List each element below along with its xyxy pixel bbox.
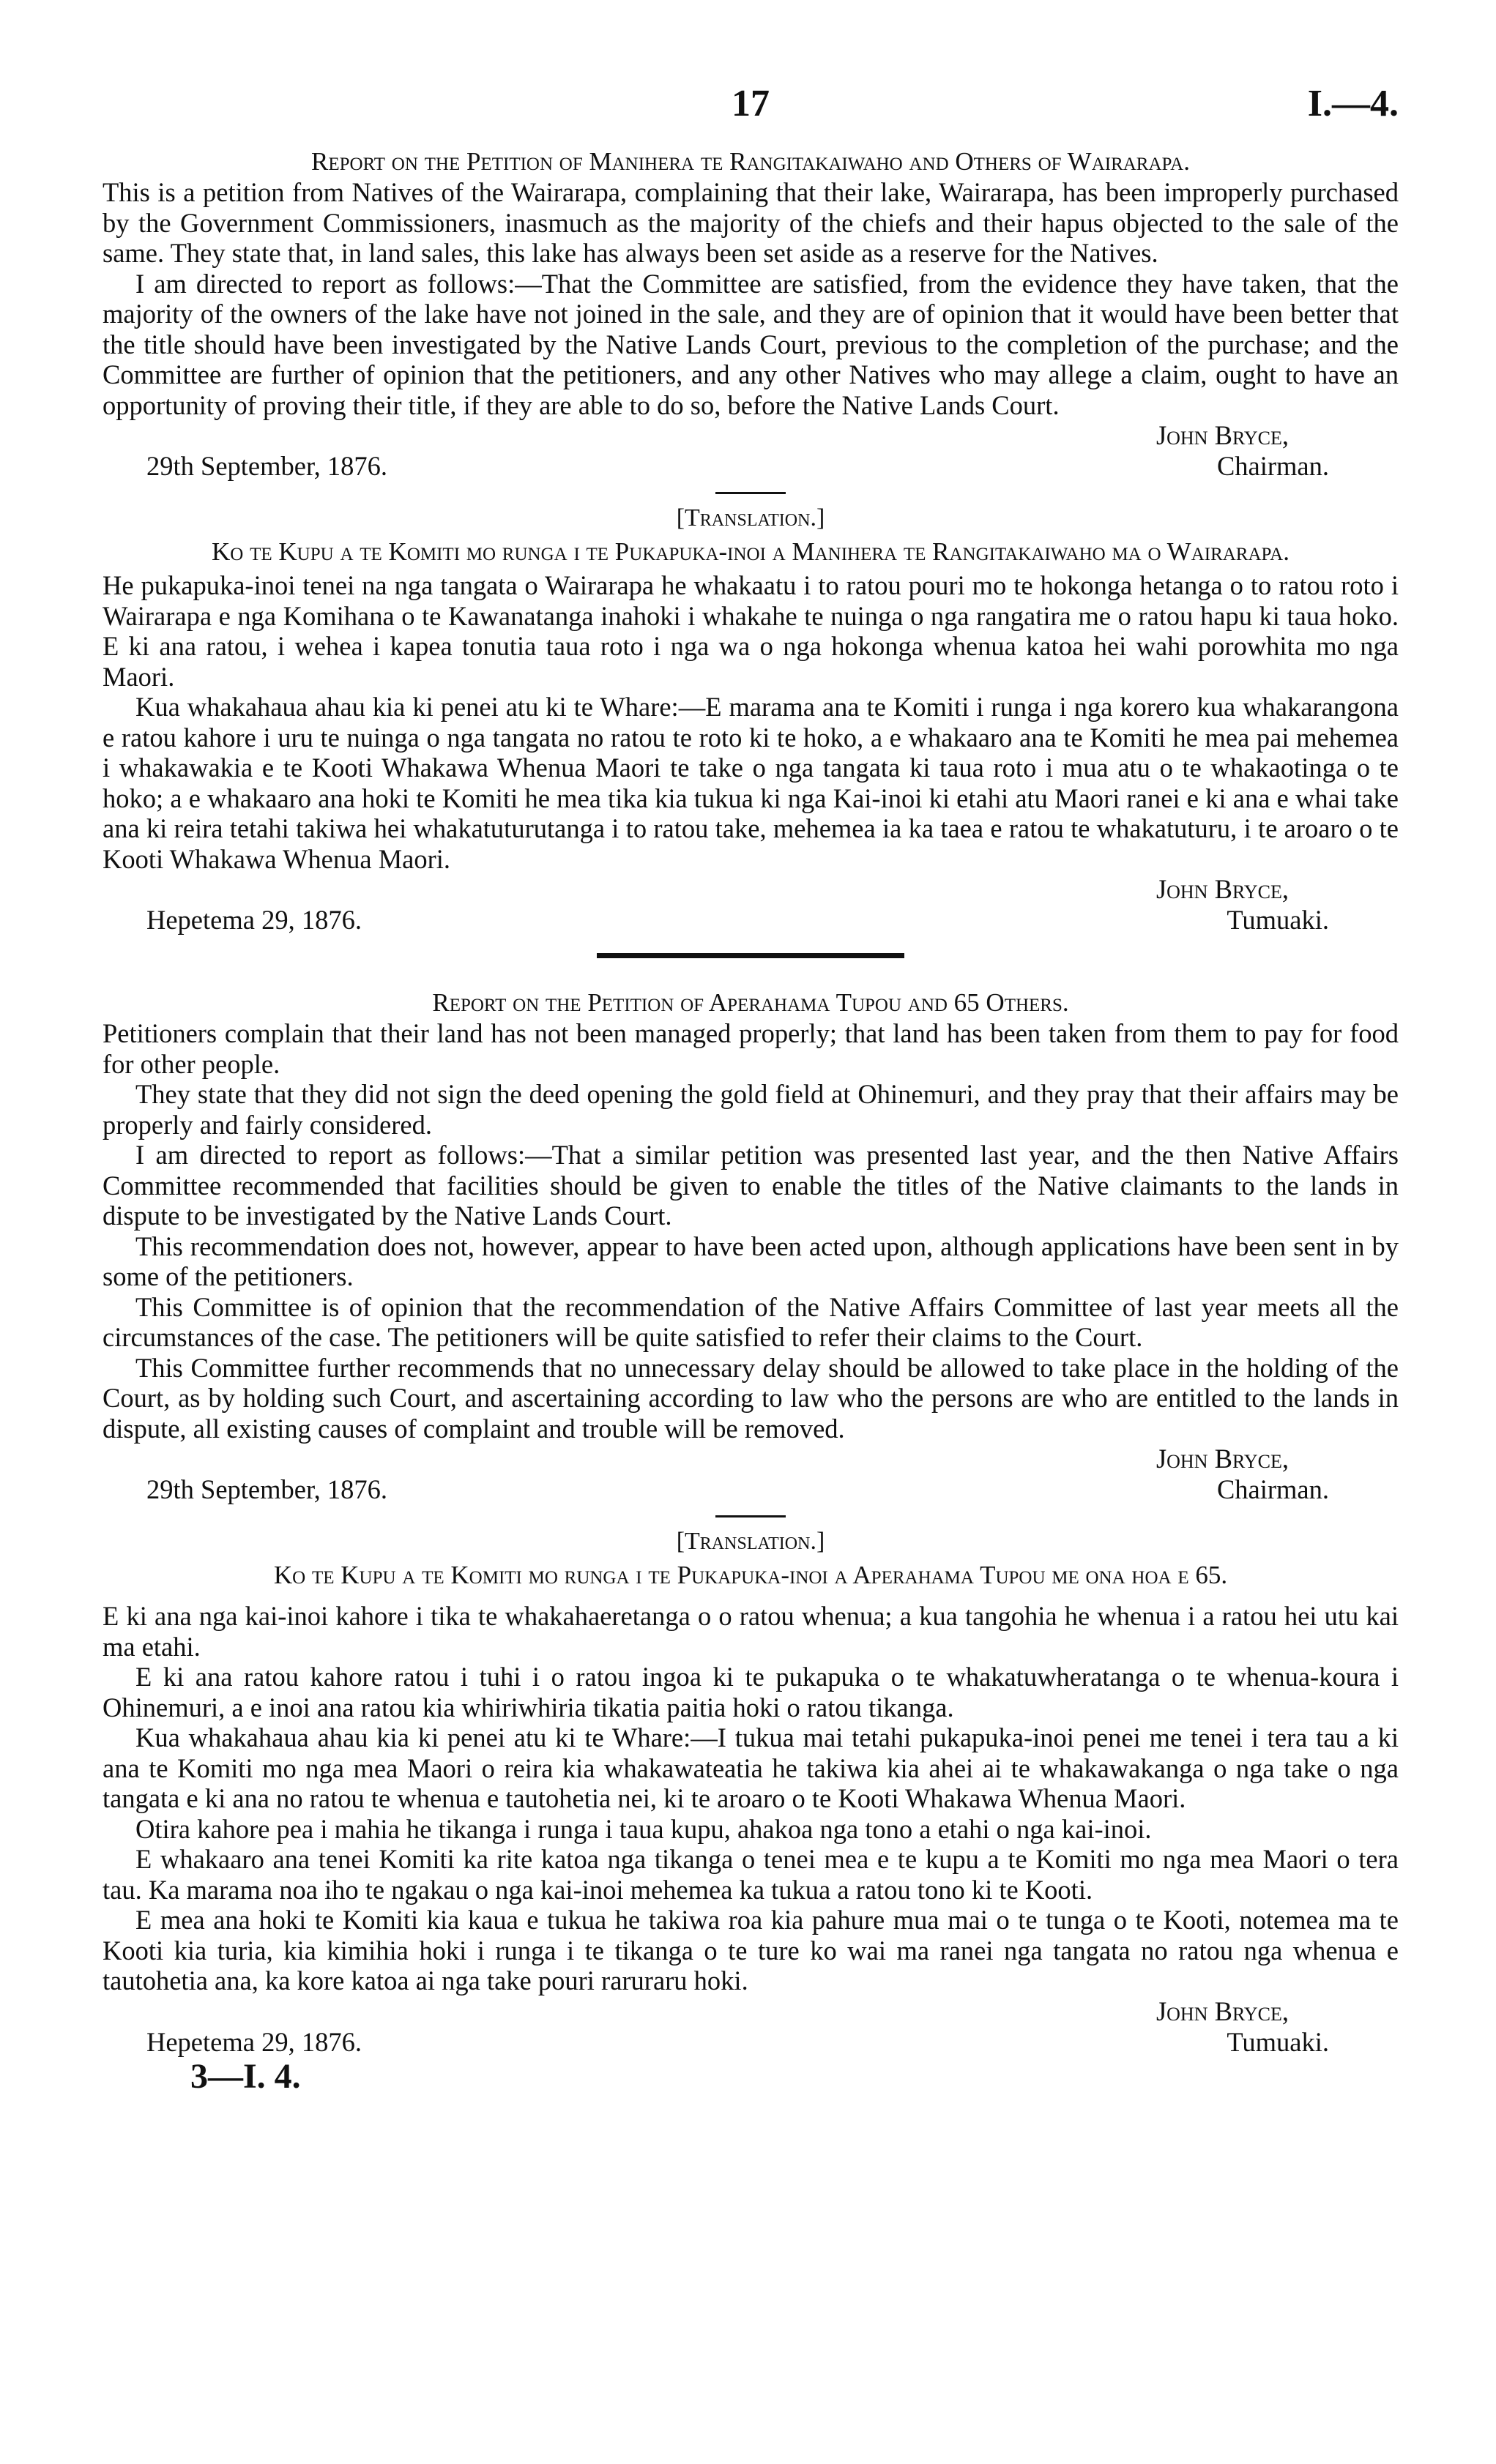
paragraph: E mea ana hoki te Komiti kia kaua e tukua he takiwa roa kia pahure mua mai o te tunga o te Kooti, notemea ma te Kooti kia turia, kia kimihia hoki i runga i te tikanga o te ture ko wai ma ranei nga tangata no ratou nga whenua e tautohetia ana, ka kore katoa ai nga take pouri raruraru hoki. — [103, 1905, 1399, 1996]
page-header — [103, 0, 1399, 146]
page-number: 17 — [732, 83, 770, 124]
report-date: 29th September, 1876. — [146, 451, 388, 481]
paragraph: This Committee further recommends that no unnecessary delay should be allowed to take place in the holding of the Court, as by holding such Court, and ascertaining according to law who the persons are who are entitled to the lands in dispute, all existing causes of complaint and trouble will be removed. — [103, 1352, 1399, 1444]
divider — [715, 492, 786, 494]
divider — [715, 1515, 786, 1517]
document-page — [103, 0, 1399, 2097]
translation-section-2 — [103, 1526, 1399, 2058]
translation-label: [Translation.] — [676, 504, 825, 531]
paragraph: E ki ana nga kai-inoi kahore i tika te whakahaeretanga o o ratou whenua; a kua tangohia he whenua i a ratou hei utu kai ma etahi. — [103, 1601, 1399, 1662]
paragraph: He pukapuka-inoi tenei na nga tangata o Wairarapa he whakaatu i to ratou pouri mo te hokonga hetanga o to ratou roto i Wairarapa e nga Komihana o te Kawanatanga inahoki i whakahe te nuinga o nga rangatira me o ratou hapu ki taua hoko. E ki ana ratou, i wehea i kapea tonutia taua roto i nga wa o nga hokonga whenua katoa hei wahi porowhita mo nga Maori. — [103, 570, 1399, 692]
paragraph: I am directed to report as follows:—That the Committee are satisfied, from the evidence they have taken, that the majority of the owners of the lake have not joined in the sale, and they are of opinion that it would have been better that the title should have been investigated by the Native Lands Court, previous to the completion of the purchase; and the Committee are further of opinion that the petitioners, and any other Natives who may allege a claim, ought to have an opportunity of proving their title, if they are able to do so, before the Native Lands Court. — [103, 268, 1399, 420]
report-date: Hepetema 29, 1876. — [146, 2026, 362, 2057]
signatory-role: Chairman. — [1216, 1474, 1329, 1504]
signature-block — [103, 420, 1399, 482]
report-date: Hepetema 29, 1876. — [146, 905, 362, 935]
signatory-name: John Bryce, — [1156, 1444, 1289, 1474]
translation-label: [Translation.] — [676, 1528, 825, 1555]
signatory-role: Chairman. — [1216, 451, 1329, 481]
translation-title: Ko te Kupu a te Komiti mo runga i te Pukapuka-inoi a Manihera te Rangitakaiwaho ma o Wairarapa. — [212, 537, 1290, 566]
paragraph: Otira kahore pea i mahia he tikanga i runga i taua kupu, ahakoa nga tono a etahi o nga kai-inoi. — [135, 1813, 1152, 1844]
paragraph: Kua whakahaua ahau kia ki penei atu ki te Whare:—E marama ana te Komiti i runga i nga korero kua whakarangona e ratou kahore i uru te nuinga o nga tangata no ratou te roto ki te hoko, a e whakaaro ana te Komiti he mea pai mehemea i whakawakia e te Kooti Whakawa Whenua Maori te take o nga tangata ki taua roto i mua atu o te whakaotinga o te hoko; a e whakaaro ana hoki te Komiti he mea tika kia tukua ki nga Kai-inoi ki etahi atu Maori ranei e ki ana e whai take ana ki reira tetahi takiwa hei whakatuturutanga i to ratou take, mehemea ia ka taea e ratou te whakatuturu, i te aroaro o te Kooti Whakawa Whenua Maori. — [103, 692, 1399, 874]
report-date: 29th September, 1876. — [146, 1474, 388, 1504]
signatory-role: Tumuaki. — [1227, 2026, 1329, 2057]
paragraph: This Committee is of opinion that the recommendation of the Native Affairs Committee of last year meets all the circumstances of the case. The petitioners will be quite satisfied to refer their claims to the Court. — [103, 1291, 1399, 1352]
paragraph: Petitioners complain that their land has not been managed properly; that land has been taken from them to pay for food for other people. — [103, 1018, 1399, 1079]
signatory-name: John Bryce, — [1156, 874, 1289, 904]
report-section-2 — [103, 988, 1399, 1505]
signature-block — [103, 874, 1399, 936]
signature-mark: 3—I. 4. — [190, 2056, 301, 2096]
paragraph: They state that they did not sign the deed opening the gold field at Ohinemuri, and they pray that their affairs may be properly and fairly considered. — [103, 1079, 1399, 1140]
paragraph: Kua whakahaua ahau kia ki penei atu ki te Whare:—I tukua mai tetahi pukapuka-inoi penei me tenei i tera tau a ki ana te Komiti mo nga mea Maori o reira kia whakawateatia he takiwa kia ahei ai te whakawakanga o nga take o nga tangata e ki ana no ratou te whenua e tautohetia nei, ki te aroaro o te Kooti Whakawa Whenua Maori. — [103, 1722, 1399, 1813]
translation-title: Ko te Kupu a te Komiti mo runga i te Pukapuka-inoi a Aperahama Tupou me ona hoa e 65. — [273, 1561, 1228, 1589]
paragraph: This is a petition from Natives of the Wairarapa, complaining that their lake, Wairarapa, has been improperly purchased by the Government Commissioners, inasmuch as the majority of the chiefs and their hapus objected to the sale of the same. They state that, in land sales, this lake has always been set aside as a reserve for the Natives. — [103, 177, 1399, 268]
signatory-name: John Bryce, — [1156, 1996, 1289, 2026]
report-title: Report on the Petition of Manihera te Rangitakaiwaho and Others of Wairarapa. — [311, 147, 1190, 176]
section-divider — [597, 953, 904, 958]
paragraph: E whakaaro ana tenei Komiti ka rite katoa nga tikanga o tenei mea e te kupu a te Komiti mo nga mea Maori o tera tau. Ka marama noa iho te ngakau o nga kai-inoi mehemea ka tukua a ratou tono ki te Kooti. — [103, 1844, 1399, 1905]
report-section-1 — [103, 146, 1399, 482]
paragraph: I am directed to report as follows:—That a similar petition was presented last year, and the then Native Affairs Committee recommended that facilities should be given to enable the titles of the Native claimants to the lands in dispute to be investigated by the Native Lands Court. — [103, 1140, 1399, 1231]
signature-block — [103, 1996, 1399, 2058]
translation-section-1 — [103, 503, 1399, 936]
signatory-role: Tumuaki. — [1227, 905, 1329, 935]
signature-block — [103, 1444, 1399, 1505]
signatory-name: John Bryce, — [1156, 420, 1289, 450]
paragraph: This recommendation does not, however, appear to have been acted upon, although applications have been sent in by some of the petitioners. — [103, 1231, 1399, 1291]
report-title: Report on the Petition of Aperahama Tupou and 65 Others. — [432, 988, 1069, 1017]
document-reference: I.—4. — [1307, 83, 1399, 124]
paragraph: E ki ana ratou kahore ratou i tuhi i o ratou ingoa ki te pukapuka o te whakatuwheratanga o te whenua-koura i Ohinemuri, a e inoi ana ratou kia whiriwhiria tikatia paitia hoki o ratou tikanga. — [103, 1662, 1399, 1722]
